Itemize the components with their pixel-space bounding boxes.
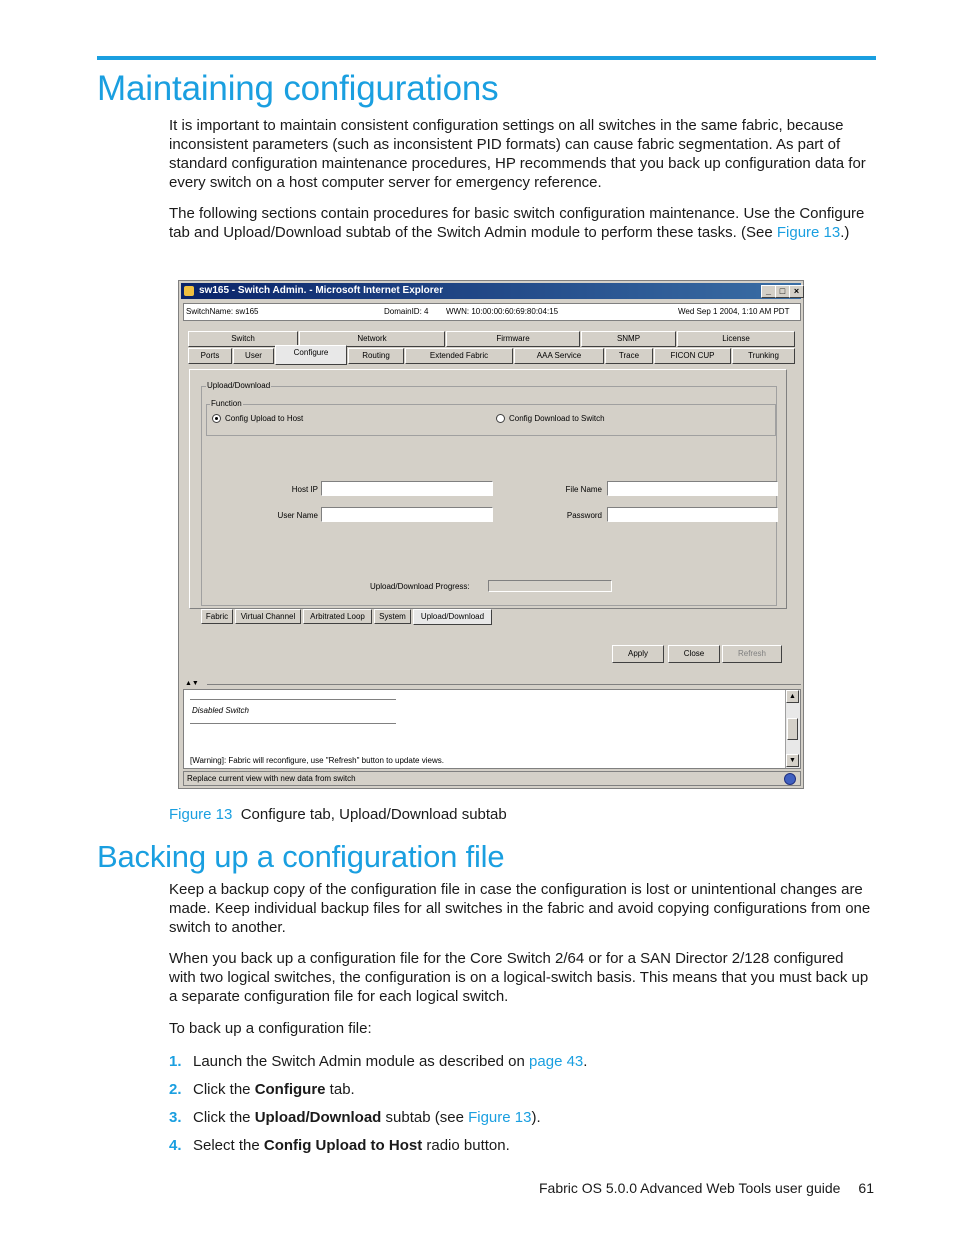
header-rule bbox=[97, 56, 876, 60]
subtab-virtual-channel[interactable]: Virtual Channel bbox=[235, 609, 301, 624]
log-warning: [Warning]: Fabric will reconfigure, use "Refresh" button to update views. bbox=[190, 756, 444, 765]
paragraph: Keep a backup copy of the configuration file in case the configuration is lost or unintentional changes are made. Keep individual backup files for all switches in the fabric and avoid copying configurations from one switch to another. bbox=[169, 881, 871, 936]
switch-admin-window bbox=[178, 280, 804, 789]
ie-icon bbox=[184, 286, 194, 296]
switch-name: SwitchName: sw165 bbox=[186, 307, 259, 316]
paragraph: It is important to maintain consistent configuration settings on all switches in the same fabric, because inconsistent parameters (such as inconsistent PID formats) can cause fabric segmentation. As part of standard configuration maintenance procedures, HP recommends that you back up configuration data for every switch on a host computer server for emergency reference. bbox=[169, 117, 866, 191]
tab-trace[interactable]: Trace bbox=[605, 348, 653, 364]
window-titlebar bbox=[181, 283, 801, 299]
status-globe-icon bbox=[784, 773, 796, 785]
paragraph: When you back up a configuration file for the Core Switch 2/64 or for a SAN Director 2/128 configured with two logical switches, the configuration is on a logical-switch basis. This means that you must back up a separate configuration file for each logical switch. bbox=[169, 950, 869, 1005]
tab-ficon-cup[interactable]: FICON CUP bbox=[654, 348, 731, 364]
radio-config-upload[interactable]: Config Upload to Host bbox=[212, 414, 303, 423]
password-label: Password bbox=[566, 511, 602, 520]
divider bbox=[190, 723, 396, 724]
page-footer bbox=[539, 1180, 874, 1196]
tab-license[interactable]: License bbox=[677, 331, 795, 347]
step-3: 3. Click the Upload/Download subtab (see Figure 13). bbox=[169, 1109, 541, 1126]
subtab-upload-download[interactable]: Upload/Download bbox=[413, 609, 492, 625]
tab-trunking[interactable]: Trunking bbox=[732, 348, 795, 364]
paragraph: The following sections contain procedures for basic switch configuration maintenance. Use the Configure tab and Upload/Download subtab of the Switch Admin module to perform these tasks. (See Figure 13.) bbox=[169, 205, 865, 241]
log-scrollbar[interactable] bbox=[785, 690, 800, 768]
close-button[interactable]: Close bbox=[668, 645, 720, 663]
host-ip-label: Host IP bbox=[291, 485, 318, 494]
file-name-label: File Name bbox=[565, 485, 602, 494]
progress-bar bbox=[488, 580, 612, 592]
step-2: 2. Click the Configure tab. bbox=[169, 1081, 355, 1098]
figure-link[interactable]: Figure 13 bbox=[468, 1109, 532, 1126]
tab-network[interactable]: Network bbox=[299, 331, 445, 347]
tab-configure[interactable]: Configure bbox=[275, 345, 347, 365]
radio-config-download[interactable]: Config Download to Switch bbox=[496, 414, 605, 423]
steps-intro: To back up a configuration file: bbox=[169, 1020, 372, 1037]
user-name-input[interactable] bbox=[321, 507, 493, 522]
close-window-button[interactable]: × bbox=[789, 285, 804, 298]
configure-panel bbox=[189, 369, 787, 609]
window-title: sw165 - Switch Admin. - Microsoft Internet Explorer bbox=[199, 285, 444, 296]
tab-ports[interactable]: Ports bbox=[188, 348, 232, 364]
date-time: Wed Sep 1 2004, 1:10 AM PDT bbox=[678, 307, 790, 316]
host-ip-input[interactable] bbox=[321, 481, 493, 496]
user-name-label: User Name bbox=[277, 511, 318, 520]
divider bbox=[190, 699, 396, 700]
tab-firmware[interactable]: Firmware bbox=[446, 331, 580, 347]
step-4: 4. Select the Config Upload to Host radio button. bbox=[169, 1137, 510, 1154]
page-number: 61 bbox=[858, 1180, 874, 1196]
domain-id: DomainID: 4 bbox=[384, 307, 429, 316]
status-bar bbox=[183, 771, 801, 786]
upload-download-group-label: Upload/Download bbox=[207, 381, 271, 390]
guide-title: Fabric OS 5.0.0 Advanced Web Tools user guide bbox=[538, 1180, 841, 1196]
tab-aaa-service[interactable]: AAA Service bbox=[514, 348, 604, 364]
password-input[interactable] bbox=[607, 507, 778, 522]
caption-text: Configure tab, Upload/Download subtab bbox=[240, 806, 507, 823]
figure-link[interactable]: Figure 13 bbox=[776, 224, 841, 241]
status-text: Replace current view with new data from switch bbox=[187, 774, 356, 783]
apply-button[interactable]: Apply bbox=[612, 645, 664, 663]
maximize-button[interactable]: □ bbox=[775, 285, 790, 298]
collapse-arrows-icon[interactable]: ▲▼ bbox=[185, 680, 199, 687]
scroll-down-icon[interactable]: ▼ bbox=[786, 754, 799, 767]
radio-unselected-icon bbox=[496, 414, 505, 423]
step-1: 1. Launch the Switch Admin module as described on page 43. bbox=[169, 1053, 588, 1070]
tab-snmp[interactable]: SNMP bbox=[581, 331, 676, 347]
splitter[interactable] bbox=[183, 680, 801, 689]
wwn: WWN: 10:00:00:60:69:80:04:15 bbox=[446, 307, 559, 316]
function-group-label: Function bbox=[211, 399, 242, 408]
section-title-backing-up: Backing up a configuration file bbox=[97, 839, 505, 874]
refresh-button[interactable]: Refresh bbox=[722, 645, 782, 663]
file-name-input[interactable] bbox=[607, 481, 778, 496]
subtab-arbitrated-loop[interactable]: Arbitrated Loop bbox=[303, 609, 372, 624]
progress-label: Upload/Download Progress: bbox=[370, 582, 470, 591]
tab-user[interactable]: User bbox=[233, 348, 274, 364]
radio-selected-icon bbox=[212, 414, 221, 423]
tab-switch[interactable]: Switch bbox=[188, 331, 298, 347]
tab-routing[interactable]: Routing bbox=[348, 348, 404, 364]
scroll-up-icon[interactable]: ▲ bbox=[786, 690, 799, 703]
scroll-thumb[interactable] bbox=[787, 718, 798, 740]
caption-label: Figure 13 bbox=[169, 806, 233, 823]
log-pane bbox=[183, 689, 801, 769]
log-title: Disabled Switch bbox=[192, 706, 249, 715]
subtab-system[interactable]: System bbox=[374, 609, 411, 624]
minimize-button[interactable]: _ bbox=[761, 285, 776, 298]
splitter-line bbox=[207, 684, 801, 685]
page-link[interactable]: page 43 bbox=[529, 1053, 584, 1070]
tab-extended-fabric[interactable]: Extended Fabric bbox=[405, 348, 513, 364]
switch-info-bar bbox=[183, 303, 801, 321]
figure-caption bbox=[169, 806, 507, 823]
subtab-fabric[interactable]: Fabric bbox=[201, 609, 233, 624]
section-title-maintaining: Maintaining configurations bbox=[97, 69, 499, 108]
